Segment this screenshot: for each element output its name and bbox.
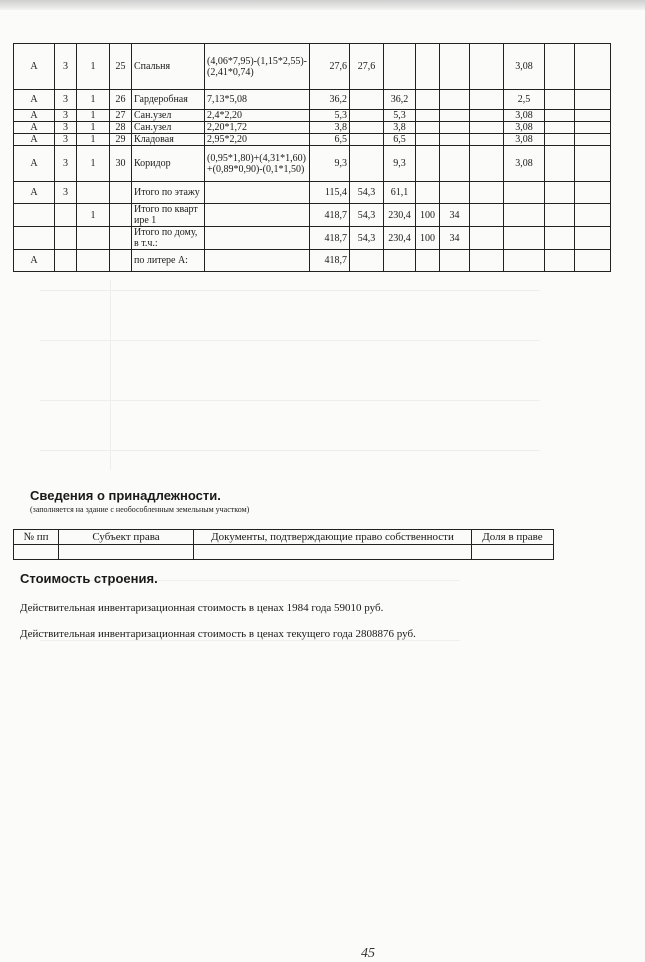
table-row bbox=[14, 110, 611, 122]
cell-aux: 9,3 bbox=[384, 146, 416, 182]
cell-balcony bbox=[440, 182, 470, 204]
cell-total: 418,7 bbox=[310, 250, 350, 272]
cell-apt bbox=[77, 227, 110, 250]
cell-height: 3,08 bbox=[504, 146, 545, 182]
cell-apt bbox=[77, 250, 110, 272]
cell-x2 bbox=[575, 110, 611, 122]
cell-floor bbox=[55, 227, 77, 250]
table-row bbox=[14, 146, 611, 182]
cell-loggia bbox=[416, 90, 440, 110]
cell-other bbox=[470, 44, 504, 90]
cell-lit bbox=[14, 227, 55, 250]
cell-other bbox=[470, 134, 504, 146]
cell-height: 3,08 bbox=[504, 122, 545, 134]
cell-formula bbox=[205, 250, 310, 272]
scan-edge bbox=[0, 0, 645, 10]
cell-balcony bbox=[440, 110, 470, 122]
table-row bbox=[14, 44, 611, 90]
cell-other bbox=[470, 250, 504, 272]
cell-other bbox=[470, 122, 504, 134]
cell-aux: 5,3 bbox=[384, 110, 416, 122]
cell-floor: 3 bbox=[55, 146, 77, 182]
cell-living: 54,3 bbox=[350, 227, 384, 250]
cell-x1 bbox=[545, 134, 575, 146]
cell-name: по литере А: bbox=[132, 250, 205, 272]
cell-height: 3,08 bbox=[504, 110, 545, 122]
cost-title: Стоимость строения. bbox=[20, 571, 158, 586]
cell-x2 bbox=[575, 134, 611, 146]
cell-other bbox=[470, 90, 504, 110]
page-number: 45 bbox=[361, 946, 375, 961]
cell-num bbox=[110, 250, 132, 272]
cost-1984: Действительная инвентаризационная стоимость в ценах 1984 года 59010 руб. bbox=[20, 602, 384, 614]
cell-living bbox=[350, 146, 384, 182]
cell-lit: А bbox=[14, 110, 55, 122]
cell-other bbox=[470, 182, 504, 204]
cell-apt bbox=[77, 182, 110, 204]
cell-formula bbox=[205, 227, 310, 250]
cell-aux: 61,1 bbox=[384, 182, 416, 204]
cell-x2 bbox=[575, 90, 611, 110]
cell-formula bbox=[205, 182, 310, 204]
cell-other bbox=[470, 146, 504, 182]
ownership-note: (заполняется на здание с необособленным земельным участком) bbox=[30, 505, 250, 514]
cell-num: 29 bbox=[110, 134, 132, 146]
cell-x2 bbox=[575, 227, 611, 250]
cell-name: Итого по дому, в т.ч.: bbox=[132, 227, 205, 250]
ownership-table bbox=[13, 529, 554, 560]
cell-num bbox=[110, 182, 132, 204]
cell-total: 115,4 bbox=[310, 182, 350, 204]
cell-balcony bbox=[440, 134, 470, 146]
cell-x1 bbox=[545, 110, 575, 122]
cell-loggia bbox=[416, 44, 440, 90]
cell-total: 418,7 bbox=[310, 204, 350, 227]
cell-num bbox=[110, 204, 132, 227]
cell-height: 2,5 bbox=[504, 90, 545, 110]
cell-loggia: 100 bbox=[416, 204, 440, 227]
cell-name: Гардеробная bbox=[132, 90, 205, 110]
cell-num bbox=[110, 227, 132, 250]
cell-aux bbox=[384, 44, 416, 90]
cell-height bbox=[504, 227, 545, 250]
cell-x1 bbox=[545, 204, 575, 227]
cell-balcony bbox=[440, 250, 470, 272]
cell-x2 bbox=[575, 250, 611, 272]
cell-x1 bbox=[545, 90, 575, 110]
cell-aux: 230,4 bbox=[384, 204, 416, 227]
header-share: Доля в праве bbox=[472, 530, 554, 545]
cell-formula: (0,95*1,80)+(4,31*1,60)+(0,89*0,90)-(0,1*1,50) bbox=[205, 146, 310, 182]
cell-living: 27,6 bbox=[350, 44, 384, 90]
cell-total: 418,7 bbox=[310, 227, 350, 250]
cell-formula: (4,06*7,95)-(1,15*2,55)-(2,41*0,74) bbox=[205, 44, 310, 90]
cell-apt: 1 bbox=[77, 110, 110, 122]
cell-x1 bbox=[545, 227, 575, 250]
cell-num: 25 bbox=[110, 44, 132, 90]
cell-loggia bbox=[416, 250, 440, 272]
table-row bbox=[14, 134, 611, 146]
cell-num: 28 bbox=[110, 122, 132, 134]
table-row bbox=[14, 122, 611, 134]
cell-total: 9,3 bbox=[310, 146, 350, 182]
ownership-title: Сведения о принадлежности. bbox=[30, 488, 221, 503]
cell-balcony: 34 bbox=[440, 227, 470, 250]
cell-height: 3,08 bbox=[504, 134, 545, 146]
cell-x1 bbox=[545, 122, 575, 134]
cell-x2 bbox=[575, 182, 611, 204]
cell-num: 26 bbox=[110, 90, 132, 110]
cell-lit: А bbox=[14, 182, 55, 204]
cell-formula: 2,20*1,72 bbox=[205, 122, 310, 134]
cell-loggia bbox=[416, 110, 440, 122]
cell-x2 bbox=[575, 122, 611, 134]
cell-balcony bbox=[440, 146, 470, 182]
cell-floor bbox=[55, 204, 77, 227]
cell-total: 6,5 bbox=[310, 134, 350, 146]
cell-lit: А bbox=[14, 250, 55, 272]
owner-cell bbox=[59, 545, 194, 560]
cell-formula: 2,4*2,20 bbox=[205, 110, 310, 122]
header-num: № пп bbox=[14, 530, 59, 545]
cost-current: Действительная инвентаризационная стоимость в ценах текущего года 2808876 руб. bbox=[20, 628, 416, 640]
cell-num: 27 bbox=[110, 110, 132, 122]
cell-x1 bbox=[545, 182, 575, 204]
cell-apt: 1 bbox=[77, 146, 110, 182]
cell-apt: 1 bbox=[77, 134, 110, 146]
table-row bbox=[14, 182, 611, 204]
cell-apt: 1 bbox=[77, 44, 110, 90]
cell-lit: А bbox=[14, 44, 55, 90]
cell-total: 27,6 bbox=[310, 44, 350, 90]
cell-living: 54,3 bbox=[350, 182, 384, 204]
cell-formula: 7,13*5,08 bbox=[205, 90, 310, 110]
cell-height bbox=[504, 250, 545, 272]
cell-floor: 3 bbox=[55, 110, 77, 122]
cell-floor: 3 bbox=[55, 44, 77, 90]
cell-other bbox=[470, 110, 504, 122]
cell-living bbox=[350, 122, 384, 134]
table-row bbox=[14, 227, 611, 250]
cell-x1 bbox=[545, 44, 575, 90]
cell-x2 bbox=[575, 44, 611, 90]
cell-floor: 3 bbox=[55, 134, 77, 146]
cell-living bbox=[350, 110, 384, 122]
cell-floor bbox=[55, 250, 77, 272]
cell-total: 3,8 bbox=[310, 122, 350, 134]
cell-living bbox=[350, 250, 384, 272]
ownership-header-row bbox=[14, 530, 554, 545]
cell-aux: 230,4 bbox=[384, 227, 416, 250]
cell-x1 bbox=[545, 146, 575, 182]
cell-loggia bbox=[416, 122, 440, 134]
cell-other bbox=[470, 227, 504, 250]
cell-other bbox=[470, 204, 504, 227]
table-row bbox=[14, 250, 611, 272]
cell-living bbox=[350, 90, 384, 110]
cell-balcony bbox=[440, 122, 470, 134]
cell-num: 30 bbox=[110, 146, 132, 182]
cell-loggia bbox=[416, 146, 440, 182]
header-documents: Документы, подтверждающие право собственности bbox=[194, 530, 472, 545]
cell-loggia: 100 bbox=[416, 227, 440, 250]
cell-lit: А bbox=[14, 122, 55, 134]
cell-apt: 1 bbox=[77, 90, 110, 110]
cell-lit bbox=[14, 204, 55, 227]
cell-loggia bbox=[416, 134, 440, 146]
cell-name: Коридор bbox=[132, 146, 205, 182]
cell-height bbox=[504, 204, 545, 227]
ownership-empty-row bbox=[14, 545, 554, 560]
cell-name: Сан.узел bbox=[132, 110, 205, 122]
cell-name: Итого по этажу bbox=[132, 182, 205, 204]
cell-x1 bbox=[545, 250, 575, 272]
cell-balcony bbox=[440, 90, 470, 110]
cell-aux: 36,2 bbox=[384, 90, 416, 110]
cell-loggia bbox=[416, 182, 440, 204]
cell-formula: 2,95*2,20 bbox=[205, 134, 310, 146]
cell-floor: 3 bbox=[55, 182, 77, 204]
cell-living bbox=[350, 134, 384, 146]
table-row bbox=[14, 90, 611, 110]
cell-balcony: 34 bbox=[440, 204, 470, 227]
cell-lit: А bbox=[14, 90, 55, 110]
cell-balcony bbox=[440, 44, 470, 90]
header-subject: Субъект права bbox=[59, 530, 194, 545]
cell-name: Спальня bbox=[132, 44, 205, 90]
cell-floor: 3 bbox=[55, 122, 77, 134]
cell-living: 54,3 bbox=[350, 204, 384, 227]
cell-formula bbox=[205, 204, 310, 227]
owner-cell bbox=[194, 545, 472, 560]
cell-apt: 1 bbox=[77, 122, 110, 134]
owner-cell bbox=[472, 545, 554, 560]
cell-height: 3,08 bbox=[504, 44, 545, 90]
cell-lit: А bbox=[14, 134, 55, 146]
cell-x2 bbox=[575, 204, 611, 227]
cell-apt: 1 bbox=[77, 204, 110, 227]
cell-aux bbox=[384, 250, 416, 272]
cell-aux: 3,8 bbox=[384, 122, 416, 134]
cell-name: Итого по квартире 1 bbox=[132, 204, 205, 227]
cell-lit: А bbox=[14, 146, 55, 182]
rooms-table bbox=[13, 43, 611, 272]
owner-cell bbox=[14, 545, 59, 560]
cell-height bbox=[504, 182, 545, 204]
cell-total: 36,2 bbox=[310, 90, 350, 110]
cell-name: Кладовая bbox=[132, 134, 205, 146]
cell-x2 bbox=[575, 146, 611, 182]
cell-name: Сан.узел bbox=[132, 122, 205, 134]
cell-total: 5,3 bbox=[310, 110, 350, 122]
cell-floor: 3 bbox=[55, 90, 77, 110]
cell-aux: 6,5 bbox=[384, 134, 416, 146]
table-row bbox=[14, 204, 611, 227]
